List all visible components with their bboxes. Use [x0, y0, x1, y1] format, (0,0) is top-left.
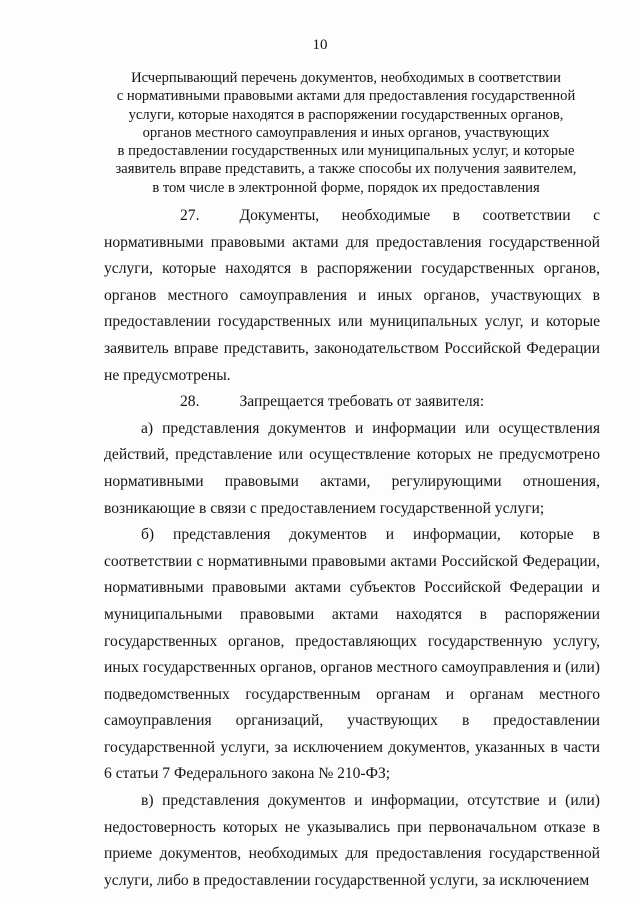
paragraph-text: Запрещается требовать от заявителя: [239, 393, 485, 411]
heading-line: Исчерпывающий перечень документов, необходимых в соответствии [131, 70, 561, 86]
subparagraph-v: в) представления документов и информации, отсутствие и (или) недостоверность которых не указывались при первоначальном отказе в приеме документов, необходимых для предоставления государственной услуги, либо в предоставлении государственной услуги, за исключением [104, 792, 600, 889]
subparagraph-a: а) представления документов и информации или осуществления действий, представление или осуществление которых не предусмотрено нормативными правовыми актами, регулирующими отношения, возникающие в связи с предоставлением государственной услуги; [104, 419, 600, 517]
heading-line: с нормативными правовыми актами для предоставления государственной [116, 88, 576, 105]
page-number: 10 [312, 37, 328, 53]
heading-line: в том числе в электронной форме, порядок их предоставления [152, 179, 540, 196]
paragraph-text: Документы, необходимые в соответствии с нормативными правовыми актами для предоставления государственной услуги, которые находятся в распоряжении государственных органов, органов местного самоуправления и иных органов, участвующих в предоставлении государственных или муниципальных услуг, и которые заявитель вправе представить, законодательством Российской Федерации не предусмотрены. [104, 207, 600, 384]
heading-line: услуги, которые находятся в распоряжении государственных органов, [128, 106, 564, 123]
heading-line: органов местного самоуправления и иных органов, участвующих [142, 124, 550, 141]
subparagraph-b: б) представления документов и информации, которые в соответствии с нормативными правовыми актами Российской Федерации, нормативными правовыми актами субъектов Российской Федерации и муниципальными правовыми актами находятся в распоряжении государственных органов, предоставляющих государственную услугу, иных государственных органов, органов местного самоуправления и (или) подведомственных государственным органам и органам местного самоуправления организаций, участвующих в предоставлении государственной услуги, за исключением документов, указанных в части 6 статьи 7 Федерального закона № 210-ФЗ; [104, 526, 600, 783]
paragraph-number: 27. [180, 207, 200, 224]
paragraph-28 [104, 389, 600, 416]
heading-line: заявитель вправе представить, а также способы их получения заявителем, [115, 161, 577, 178]
paragraph-number: 28. [180, 393, 200, 411]
section-heading [92, 69, 600, 197]
paragraph-27 [104, 203, 600, 389]
body-text [104, 203, 600, 894]
heading-line: в предоставлении государственных или муниципальных услуг, и которые [117, 143, 575, 160]
